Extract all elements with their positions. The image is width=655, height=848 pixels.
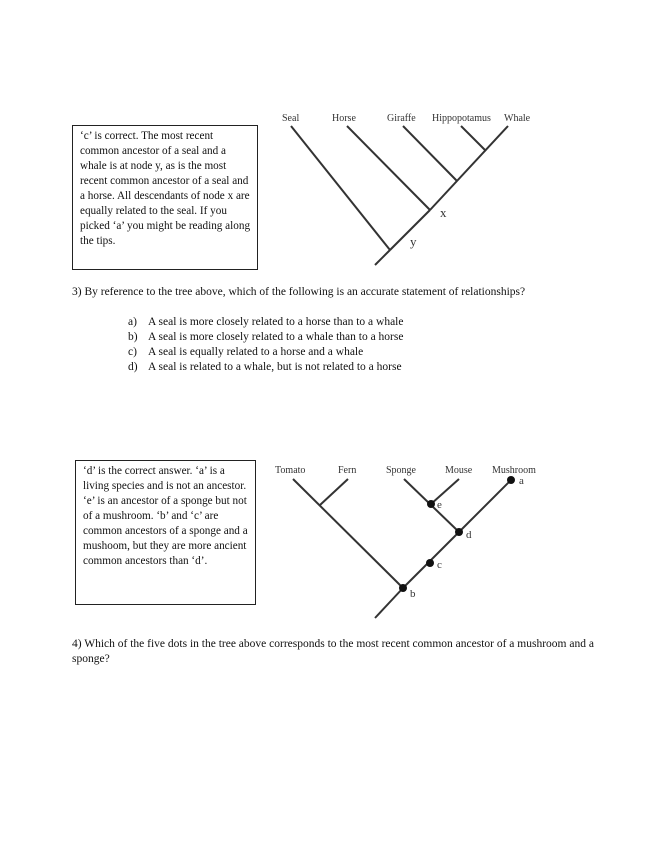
option-d-text: A seal is related to a whale, but is not related to a horse <box>148 361 402 373</box>
tree1-taxon-whale: Whale <box>504 113 531 124</box>
tree2-dot-a <box>507 476 515 484</box>
tree1-branch-y-x <box>390 210 430 250</box>
tree2-dot-e <box>427 500 435 508</box>
option-d-letter: d) <box>128 361 138 373</box>
option-c-text: A seal is equally related to a horse and a whale <box>148 346 364 358</box>
tree1-branch-giraffe <box>403 126 457 181</box>
tree1-node-x: x <box>440 205 447 220</box>
option-b-text: A seal is more closely related to a whale than to a horse <box>148 331 404 343</box>
option-a-text: A seal is more closely related to a horse than to a whale <box>148 316 404 328</box>
explanation-box-1 <box>72 125 258 270</box>
tree2-taxon-tomato: Tomato <box>275 465 306 476</box>
option-b-letter: b) <box>128 331 138 343</box>
question-3-prompt: 3) By reference to the tree above, which of the following is an accurate statement of relationships? <box>72 286 526 298</box>
option-c <box>128 345 403 360</box>
tree2-branch-tomato <box>293 479 403 588</box>
tree1-taxon-hippopotamus: Hippopotamus <box>432 113 491 124</box>
tree1-branch-hippo <box>461 126 486 151</box>
tree2-trunk <box>375 588 403 618</box>
tree2-branch-b-a <box>403 480 511 588</box>
tree1-trunk <box>375 250 390 265</box>
option-a <box>128 315 403 330</box>
tree2-taxon-fern: Fern <box>338 465 357 476</box>
tree2-node-c: c <box>437 559 442 571</box>
option-b <box>128 330 403 345</box>
question-4-prompt: 4) Which of the five dots in the tree above corresponds to the most recent common ancestor of a mushroom and a sponge? <box>72 638 594 665</box>
option-a-letter: a) <box>128 316 137 328</box>
tree1-node-y: y <box>410 234 417 249</box>
option-d <box>128 360 403 375</box>
tree2-branch-sponge <box>404 479 459 532</box>
tree1-branch-x-upper <box>430 126 508 210</box>
explanation-text-2: ‘d’ is the correct answer. ‘a’ is a living species and is not an ancestor. ‘e’ is an ancestor of a sponge but not of a mushroom. ‘b’ and ‘c’ are common ancestors of a sponge and a mushoom, but they are more ancient common ancestors than ‘d’. <box>83 465 248 567</box>
tree2-branch-mouse <box>431 479 459 504</box>
tree2-dot-d <box>455 528 463 536</box>
tree2-node-b: b <box>410 588 416 600</box>
tree1-taxon-seal: Seal <box>282 113 300 124</box>
explanation-box-2 <box>75 460 256 605</box>
tree2-taxon-mushroom: Mushroom <box>492 465 536 476</box>
question-3-options <box>128 315 403 375</box>
explanation-text-1: ‘c’ is correct. The most recent common ancestor of a seal and a whale is at node y, as is the most recent common ancestor of a seal and a horse. All descendants of node x are equally related to the seal. If you picked ‘a’ you might be reading along the tips. <box>80 130 251 247</box>
tree2-taxon-mouse: Mouse <box>445 465 473 476</box>
tree1-branch-seal <box>291 126 390 250</box>
tree1-taxon-giraffe: Giraffe <box>387 113 416 124</box>
tree1-taxon-horse: Horse <box>332 113 356 124</box>
tree2-node-d: d <box>466 529 472 541</box>
tree2-taxon-sponge: Sponge <box>386 465 416 476</box>
tree2-node-e: e <box>437 499 442 511</box>
tree2-dot-c <box>426 559 434 567</box>
tree2-dot-b <box>399 584 407 592</box>
option-c-letter: c) <box>128 346 137 358</box>
tree2-branch-fern <box>320 479 348 505</box>
tree1-branch-horse <box>347 126 430 210</box>
tree2-node-a: a <box>519 475 524 487</box>
